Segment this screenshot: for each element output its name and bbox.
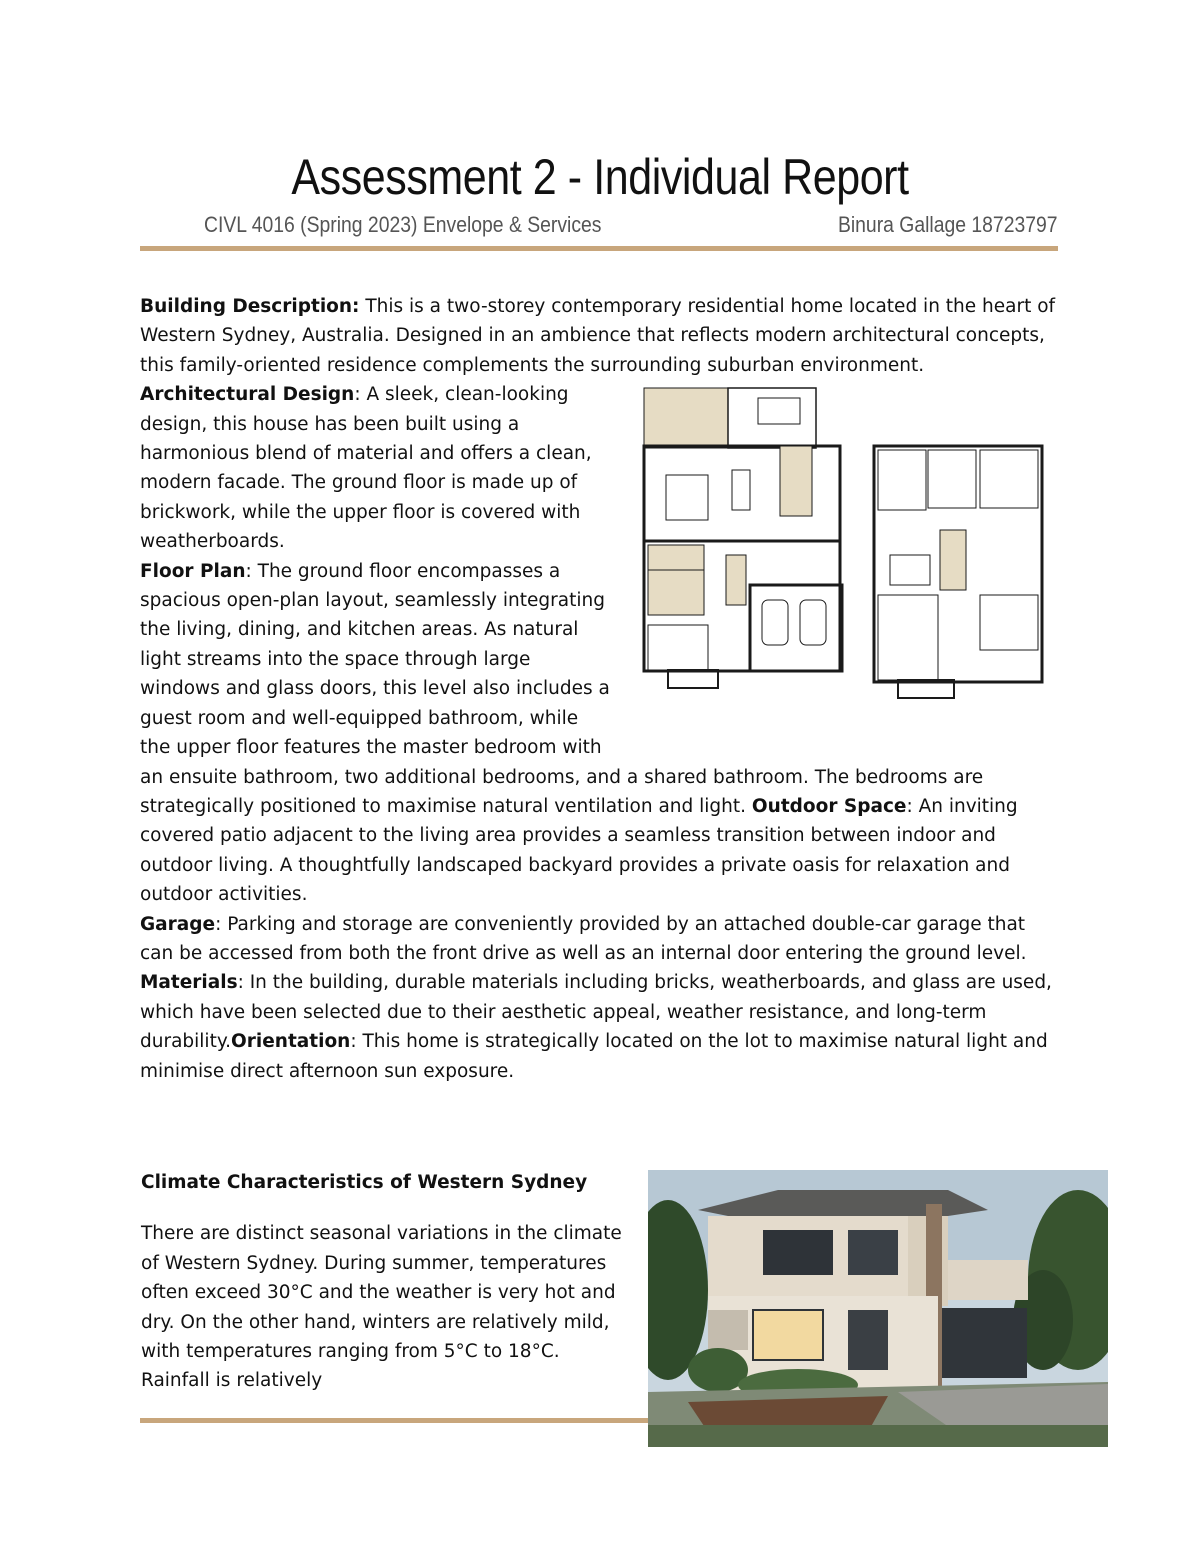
label-outdoor-space: Outdoor Space [751, 795, 907, 817]
text-building-description: This is a two-storey contemporary residential home located in the heart of Western Sydney, Australia. Designed in an ambience that reflects modern architectural concepts, this family-oriented residence complements the surrounding suburban environment. [140, 296, 1056, 376]
author-subtitle: Binura Gallage 18723797 [838, 212, 1058, 237]
text-orientation: : This home is strategically located on the lot to maximise natural light and minimise direct afternoon sun exposure. [140, 1031, 1048, 1082]
house-render-image [648, 1170, 1108, 1447]
building-description-paragraph [140, 292, 1060, 380]
text-outdoor-space: : An inviting covered patio adjacent to the living area provides a seamless transition between indoor and outdoor living. A thoughtfully landscaped backyard provides a private oasis for relaxation and outdoor activities. [140, 795, 1018, 906]
label-architectural-design: Architectural Design [140, 384, 355, 406]
text-materials: : In the building, durable materials including bricks, weatherboards, and glass are used, which have been selected due to their aesthetic appeal, weather resistance, and long-term durability. [140, 972, 1052, 1053]
text-garage: : Parking and storage are conveniently provided by an attached double-car garage that can be accessed from both the front drive as well as an internal door entering the ground level. [140, 913, 1027, 964]
label-garage: Garage [140, 913, 216, 935]
footer-rule [140, 1418, 648, 1423]
label-building-description: Building Description: [140, 296, 360, 317]
materials-paragraph [140, 968, 1060, 1086]
building-description [140, 292, 1060, 1086]
floor-plan-image [640, 380, 1060, 760]
header-rule [140, 246, 1058, 251]
garage-paragraph [140, 910, 1060, 969]
label-orientation: Orientation [231, 1031, 351, 1053]
text-architectural-design: : A sleek, clean-looking design, this house has been built using a harmonious blend of material and offers a clean, modern facade. The ground floor is made up of brickwork, while the upper floor is covered with weatherboards. [140, 384, 592, 553]
climate-text: There are distinct seasonal variations in the climate of Western Sydney. During summer, temperatures often exceed 30°C and the weather is very hot and dry. On the other hand, winters are relatively mild, with temperatures ranging from 5°C to 18°C. Rainfall is relatively [141, 1223, 622, 1392]
climate-section [141, 1168, 631, 1396]
climate-heading: Climate Characteristics of Western Sydney [141, 1172, 588, 1193]
text-floor-plan: : The ground floor encompasses a spacious open-plan layout, seamlessly integrating the living, dining, and kitchen areas. As natural light streams into the space through large windows and glass doors, this level also includes a guest room and well-equipped bathroom, while the upper floor features the master bedroom with an ensuite bathroom, two additional bedrooms, and a shared bathroom. The bedrooms are strategically positioned to maximise natural ventilation and light. [140, 560, 984, 817]
label-floor-plan: Floor Plan [140, 560, 246, 582]
label-materials: Materials [140, 972, 238, 994]
course-subtitle: CIVL 4016 (Spring 2023) Envelope & Services [204, 212, 602, 237]
page-title: Assessment 2 - Individual Report [291, 149, 909, 205]
